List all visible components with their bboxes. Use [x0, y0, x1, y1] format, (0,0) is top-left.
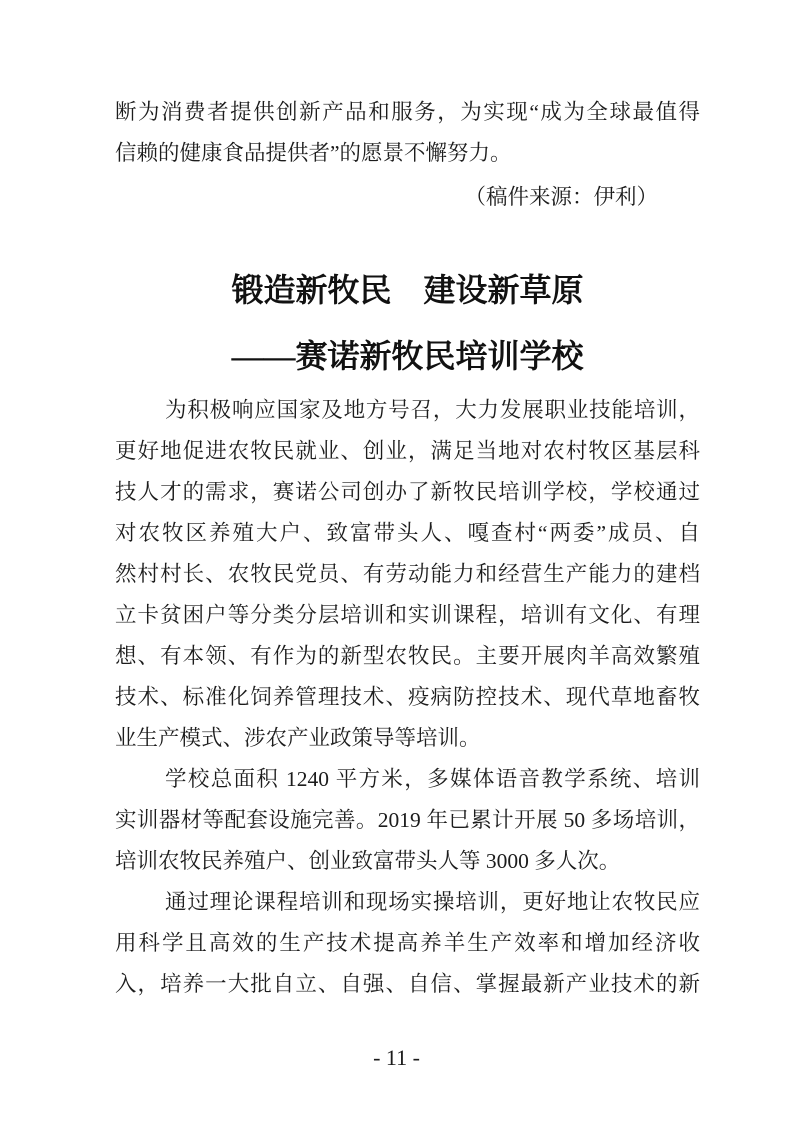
page-number: - 11 - — [373, 1045, 420, 1070]
continuation-paragraph — [115, 92, 700, 174]
paragraph — [115, 390, 700, 759]
body-line: 信赖的健康食品提供者”的愿景不懈努力。 — [115, 141, 512, 165]
body-line: 更好地促进农牧民就业、创业，满足当地对农村牧区基层科 — [115, 439, 700, 463]
body-line: 业生产模式、涉农产业政策导等培训。 — [115, 726, 481, 750]
body-line: 立卡贫困户等分类分层培训和实训课程，培训有文化、有理 — [115, 603, 700, 627]
paragraph — [115, 882, 700, 1005]
body-line: 学校总面积 1240 平方米，多媒体语音教学系统、培训 — [165, 767, 700, 791]
body-line: 然村村长、农牧民党员、有劳动能力和经营生产能力的建档 — [115, 562, 700, 586]
body-line: 用科学且高效的生产技术提高养羊生产效率和增加经济收 — [115, 931, 700, 955]
body-line: 技术、标准化饲养管理技术、疫病防控技术、现代草地畜牧 — [115, 685, 700, 709]
body-line: 入，培养一大批自立、自强、自信、掌握最新产业技术的新 — [115, 972, 700, 996]
body-line: 对农牧区养殖大户、致富带头人、嘎查村“两委”成员、自 — [115, 521, 700, 545]
body-line: 技人才的需求，赛诺公司创办了新牧民培训学校，学校通过 — [115, 480, 700, 504]
body-line: 为积极响应国家及地方号召，大力发展职业技能培训， — [165, 398, 700, 422]
body-line: 断为消费者提供创新产品和服务，为实现“成为全球最值得 — [115, 100, 700, 124]
article-subtitle: ——赛诺新牧民培训学校 — [231, 338, 584, 374]
body-line: 实训器材等配套设施完善。2019 年已累计开展 50 多场培训， — [115, 808, 700, 832]
body-line: 通过理论课程培训和现场实操培训，更好地让农牧民应 — [165, 890, 700, 914]
article-title: 锻造新牧民 建设新草原 — [231, 272, 584, 308]
body-line: 培训农牧民养殖户、创业致富带头人等 3000 多人次。 — [115, 849, 621, 873]
body-line: 想、有本领、有作为的新型农牧民。主要开展肉羊高效繁殖 — [115, 644, 700, 668]
paragraph — [115, 759, 700, 882]
attribution-line: （稿件来源：伊利） — [464, 185, 658, 209]
